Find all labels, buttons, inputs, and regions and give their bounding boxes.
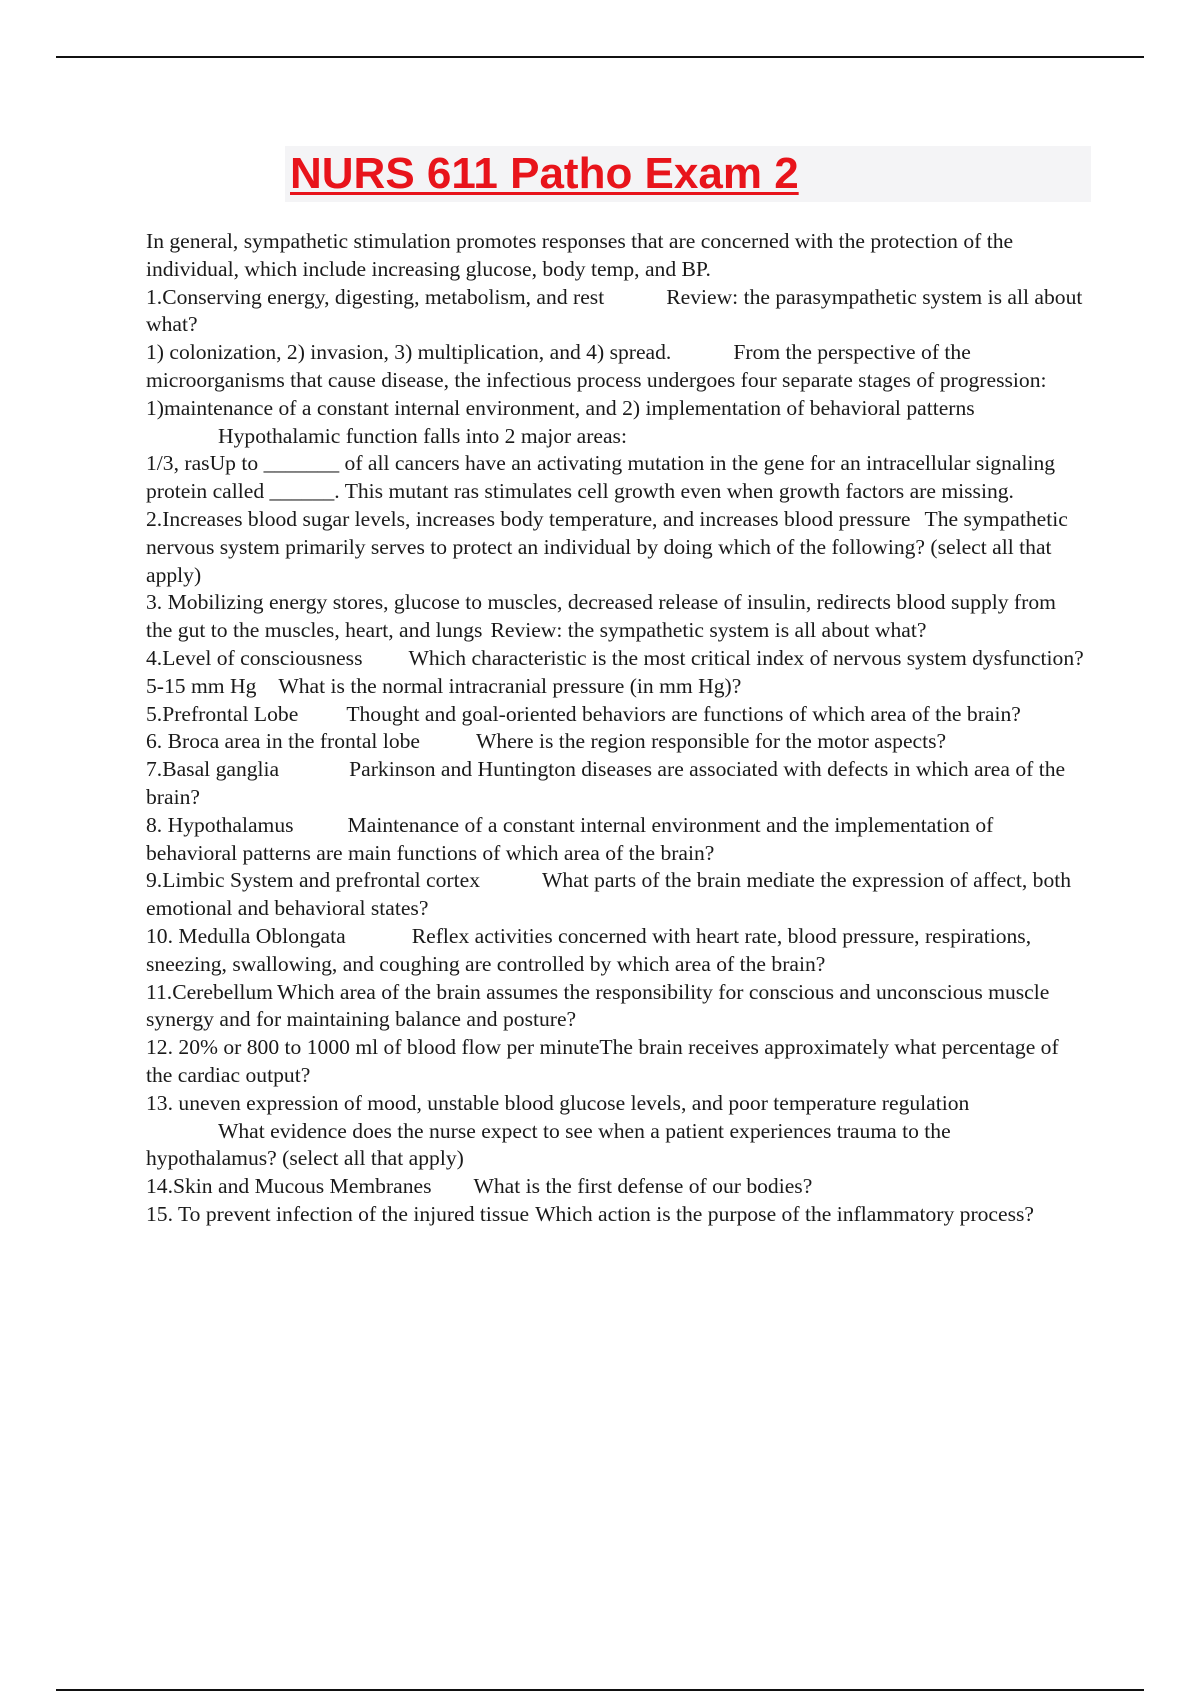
question: What is the normal intracranial pressure (in mm Hg)? [278, 673, 742, 698]
answer: 8. Hypothalamus [146, 812, 294, 837]
qa-item [146, 979, 1086, 1035]
question: Up to _______ of all cancers have an activating mutation in the gene for an intracellular signaling protein called ______. This mutant ras stimulates cell growth even when growth factors are missing. [146, 451, 1056, 504]
qa-item [146, 673, 1086, 701]
qa-item [146, 728, 1086, 756]
answer: 11.Cerebellum [146, 979, 273, 1004]
answer: 12. 20% or 800 to 1000 ml of blood flow per minute [146, 1035, 600, 1060]
question: Which area of the brain assumes the responsibility for conscious and unconscious muscle synergy and for maintaining balance and posture? [146, 979, 1050, 1032]
qa-item [146, 923, 1086, 979]
qa-item [146, 812, 1086, 868]
question: Which characteristic is the most critical index of nervous system dysfunction? [408, 645, 1084, 670]
question: Maintenance of a constant internal environment and the implementation of behavioral patterns are main functions of which area of the brain? [146, 812, 994, 865]
answer: 2.Increases blood sugar levels, increases body temperature, and increases blood pressure [146, 506, 911, 531]
question: What parts of the brain mediate the expression of affect, both emotional and behavioral states? [146, 868, 1072, 921]
qa-item [146, 450, 1086, 506]
question: The brain receives approximately what percentage of the cardiac output? [146, 1035, 1059, 1087]
document-body [146, 228, 1086, 1229]
answer: 3. Mobilizing energy stores, glucose to muscles, decreased release of insulin, redirects blood supply from the gut to the muscles, heart, and lungs [146, 590, 1056, 643]
qa-item [146, 756, 1086, 812]
answer: 10. Medulla Oblongata [146, 923, 346, 948]
answer: 14.Skin and Mucous Membranes [146, 1174, 432, 1199]
question: Thought and goal-oriented behaviors are functions of which area of the brain? [346, 701, 1021, 726]
answer: 5.Prefrontal Lobe [146, 701, 299, 726]
answer: 1/3, ras [146, 451, 210, 476]
question: Review: the sympathetic system is all about what? [490, 618, 927, 643]
page-title: NURS 611 Patho Exam 2 [290, 149, 799, 198]
answer: 9.Limbic System and prefrontal cortex [146, 868, 481, 893]
qa-item [146, 284, 1086, 340]
top-rule [56, 56, 1144, 58]
answer: 1) colonization, 2) invasion, 3) multiplication, and 4) spread. [146, 340, 672, 365]
answer: 1)maintenance of a constant internal environment, and 2) implementation of behavioral patterns [146, 395, 975, 420]
answer: 13. uneven expression of mood, unstable blood glucose levels, and poor temperature regulation [146, 1090, 970, 1115]
question: Hypothalamic function falls into 2 major areas: [218, 423, 627, 448]
bottom-rule [56, 1689, 1144, 1691]
question: Where is the region responsible for the motor aspects? [476, 729, 947, 754]
qa-item [146, 1090, 1086, 1173]
qa-item [146, 506, 1086, 589]
qa-item [146, 1173, 1086, 1201]
question: Review: the parasympathetic system is all about what? [146, 284, 1083, 337]
question: What is the first defense of our bodies? [473, 1174, 813, 1199]
question: The sympathetic nervous system primarily serves to protect an individual by doing which of the following? (select all that apply) [146, 506, 1068, 587]
answer: 5-15 mm Hg [146, 673, 257, 698]
question: Parkinson and Huntington diseases are associated with defects in which area of the brain? [146, 757, 1066, 809]
qa-item [146, 1201, 1086, 1229]
answer: 1.Conserving energy, digesting, metabolism, and rest [146, 284, 605, 309]
answer: 6. Broca area in the frontal lobe [146, 729, 421, 754]
qa-item [146, 589, 1086, 645]
qa-item [146, 395, 1086, 451]
answer: 15. To prevent infection of the injured tissue [146, 1201, 530, 1226]
qa-item [146, 701, 1086, 729]
qa-item [146, 1034, 1086, 1090]
question: Which action is the purpose of the inflammatory process? [535, 1201, 1034, 1226]
qa-item [146, 339, 1086, 395]
intro-paragraph: In general, sympathetic stimulation promotes responses that are concerned with the protection of the individual, which include increasing glucose, body temp, and BP. [146, 229, 1014, 281]
question: What evidence does the nurse expect to see when a patient experiences trauma to the hypothalamus? (select all that apply) [146, 1118, 951, 1171]
question: Reflex activities concerned with heart rate, blood pressure, respirations, sneezing, swallowing, and coughing are controlled by which area of the brain? [146, 923, 1032, 976]
answer: 4.Level of consciousness [146, 645, 363, 670]
answer: 7.Basal ganglia [146, 757, 280, 782]
qa-item [146, 867, 1086, 923]
question: From the perspective of the microorganisms that cause disease, the infectious process undergoes four separate stages of progression: [146, 340, 1047, 392]
qa-item [146, 645, 1086, 673]
